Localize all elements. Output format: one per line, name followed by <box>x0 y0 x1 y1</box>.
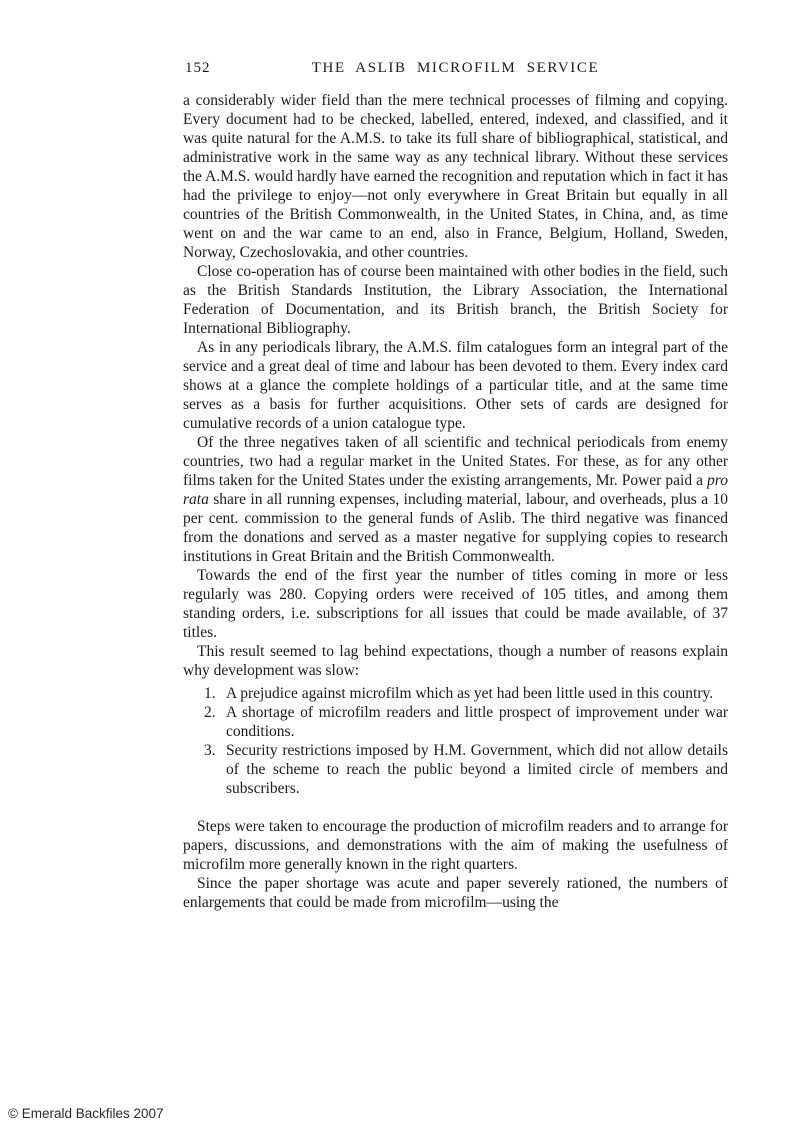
page-number: 152 <box>185 60 211 76</box>
list-item-text: A shortage of microfilm readers and little prospect of improvement under war conditions. <box>226 704 728 740</box>
body-text <box>183 91 728 912</box>
list-item-text: Security restrictions imposed by H.M. Government, which did not allow details of the scheme to reach the public beyond a limited circle of members and subscribers. <box>226 742 728 797</box>
list-item <box>204 741 728 798</box>
page-header <box>183 60 728 78</box>
paragraph-8: Since the paper shortage was acute and paper severely rationed, the numbers of enlargements that could be made from microfilm—using the <box>183 875 728 911</box>
list-item-number: 1. <box>204 685 216 702</box>
paragraph-5: Towards the end of the first year the number of titles coming in more or less regularly was 280. Copying orders were received of 105 titles, and among them standing orders, i.e. subscriptions for all issues that could be made available, of 37 titles. <box>183 567 728 641</box>
paragraph-2: Close co-operation has of course been maintained with other bodies in the field, such as the British Standards Institution, the Library Association, the International Federation of Documentation, and its British branch, the British Society for International Bibliography. <box>183 263 728 337</box>
paragraph-4-text-before: Of the three negatives taken of all scientific and technical periodicals from enemy countries, two had a regular market in the United States. For these, as for any other films taken for the United States under the existing arrangements, Mr. Power paid a <box>183 434 728 489</box>
copyright-notice: © Emerald Backfiles 2007 <box>8 1106 164 1121</box>
paragraph-1: a considerably wider field than the mere technical processes of filming and copying. Every document had to be checked, labelled, entered, indexed, and classified, and it was quite natural for the A.M.S. to take its full share of bibliographical, statistical, and administrative work in the same way as any technical library. Without these services the A.M.S. would hardly have earned the recognition and reputation which in fact it has had the privilege to enjoy—not only everywhere in Great Britain but equally in all countries of the British Commonwealth, in the United States, in China, and, as time went on and the war came to an end, also in France, Belgium, Holland, Sweden, Norway, Czechoslovakia, and other countries. <box>183 92 728 261</box>
paragraph-4 <box>183 433 728 566</box>
paragraph-6: This result seemed to lag behind expectations, though a number of reasons explain why development was slow: <box>183 643 728 679</box>
list-item-text: A prejudice against microfilm which as yet had been little used in this country. <box>226 685 714 702</box>
list-item-number: 3. <box>204 742 216 759</box>
running-title: THE ASLIB MICROFILM SERVICE <box>311 60 600 76</box>
paragraph-4-text-after: share in all running expenses, including material, labour, and overheads, plus a 10 per cent. commission to the general funds of Aslib. The third negative was financed from the donations and served as a master negative for supplying copies to research institutions in Great Britain and the British Commonwealth. <box>183 491 728 565</box>
list-item <box>204 684 728 703</box>
numbered-list <box>204 684 728 798</box>
paragraph-4-italic-phrase: pro rata <box>183 472 728 508</box>
paragraph-3: As in any periodicals library, the A.M.S. film catalogues form an integral part of the service and a great deal of time and labour has been devoted to them. Every index card shows at a glance the complete holdings of a particular title, and at the same time serves as a basis for further acquisitions. Other sets of cards are designed for cumulative records of a union catalogue type. <box>183 339 728 432</box>
text-column <box>183 60 728 912</box>
paragraph-7: Steps were taken to encourage the production of microfilm readers and to arrange for papers, discussions, and demonstrations with the aim of making the usefulness of microfilm more generally known in the right quarters. <box>183 818 728 873</box>
list-item-number: 2. <box>204 704 216 721</box>
list-item <box>204 703 728 741</box>
